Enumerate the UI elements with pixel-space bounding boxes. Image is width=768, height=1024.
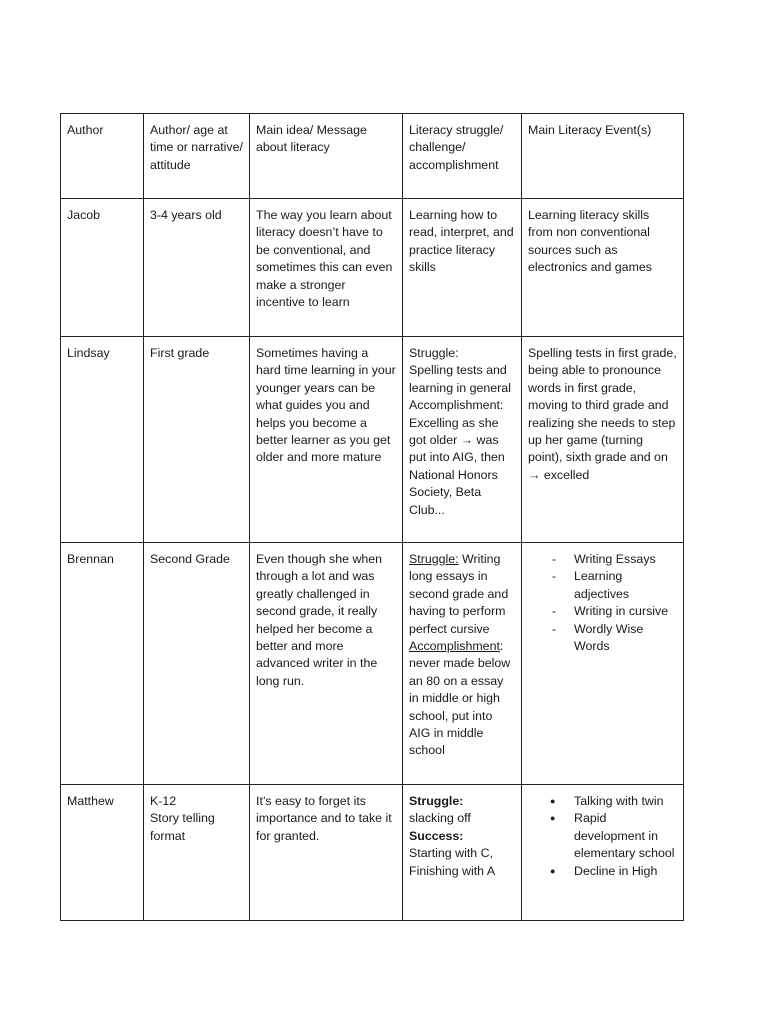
- accomplishment-text: Excelling as she got older → was put into AIG, then National Honors Society, Beta Club...: [409, 415, 505, 517]
- list-item: - Writing in cursive: [528, 603, 677, 620]
- author-cell: Brennan: [61, 543, 144, 785]
- table-row: [61, 543, 684, 785]
- struggle-text: Writing long essays in second grade and having to perform perfect cursive: [409, 552, 509, 636]
- age-line: Story telling format: [150, 811, 215, 843]
- accomplishment-label: Accomplishment:: [409, 398, 504, 413]
- success-text: Starting with C, Finishing with A: [409, 846, 496, 878]
- header-main-idea: Main idea/ Message about literacy: [250, 114, 403, 199]
- struggle-label: Struggle:: [409, 552, 459, 566]
- list-item: ● Rapid development in elementary school: [528, 810, 677, 862]
- list-item: - Learning adjectives: [528, 568, 677, 603]
- events-list: [528, 551, 677, 655]
- author-cell: Lindsay: [61, 337, 144, 543]
- list-item: ● Decline in High: [528, 863, 677, 880]
- literacy-narratives-table: [60, 113, 684, 921]
- age-line: K-12: [150, 794, 177, 808]
- header-author: Author: [61, 114, 144, 199]
- success-label: Success:: [409, 828, 464, 843]
- events-cell: Learning literacy skills from non conventional sources such as electronics and games: [522, 199, 684, 337]
- age-cell: 3-4 years old: [144, 199, 250, 337]
- struggle-label: Struggle:: [409, 346, 459, 360]
- struggle-cell: [403, 785, 522, 921]
- list-item: ● Talking with twin: [528, 793, 677, 810]
- accomplishment-label: Accomplishment: [409, 639, 500, 654]
- header-age: Author/ age at time or narrative/ attitude: [144, 114, 250, 199]
- age-cell: Second Grade: [144, 543, 250, 785]
- struggle-cell: [403, 337, 522, 543]
- author-cell: Matthew: [61, 785, 144, 921]
- accomplishment-text: never made below an 80 on a essay in middle or high school, put into AIG in middle school: [409, 656, 511, 758]
- main-idea-cell: It’s easy to forget its importance and to take it for granted.: [250, 785, 403, 921]
- struggle-text: Spelling tests and learning in general: [409, 363, 511, 395]
- table-row: [61, 785, 684, 921]
- table-header-row: [61, 114, 684, 199]
- struggle-label: Struggle:: [409, 794, 464, 808]
- accomplishment-separator: :: [499, 639, 504, 654]
- events-cell: Spelling tests in first grade, being able to pronounce words in first grade, moving to third grade and realizing she needs to step up her game (turning point), sixth grade and on → excelled: [522, 337, 684, 543]
- struggle-text: slacking off: [409, 811, 471, 826]
- main-idea-cell: Sometimes having a hard time learning in your younger years can be what guides you and helps you become a better learner as you get older and more mature: [250, 337, 403, 543]
- table-row: [61, 337, 684, 543]
- struggle-cell: [403, 543, 522, 785]
- author-cell: Jacob: [61, 199, 144, 337]
- main-idea-cell: The way you learn about literacy doesn’t have to be conventional, and sometimes this can even make a stronger incentive to learn: [250, 199, 403, 337]
- events-cell: [522, 785, 684, 921]
- header-struggle: Literacy struggle/ challenge/ accomplishment: [403, 114, 522, 199]
- age-cell: [144, 785, 250, 921]
- main-idea-cell: Even though she when through a lot and was greatly challenged in second grade, it really helped her become a better and more advanced writer in the long run.: [250, 543, 403, 785]
- events-cell: [522, 543, 684, 785]
- table-row: [61, 199, 684, 337]
- header-events: Main Literacy Event(s): [522, 114, 684, 199]
- struggle-cell: Learning how to read, interpret, and practice literacy skills: [403, 199, 522, 337]
- age-cell: First grade: [144, 337, 250, 543]
- events-list: [528, 793, 677, 880]
- list-item: - Writing Essays: [528, 551, 677, 568]
- list-item: - Wordly Wise Words: [528, 621, 677, 656]
